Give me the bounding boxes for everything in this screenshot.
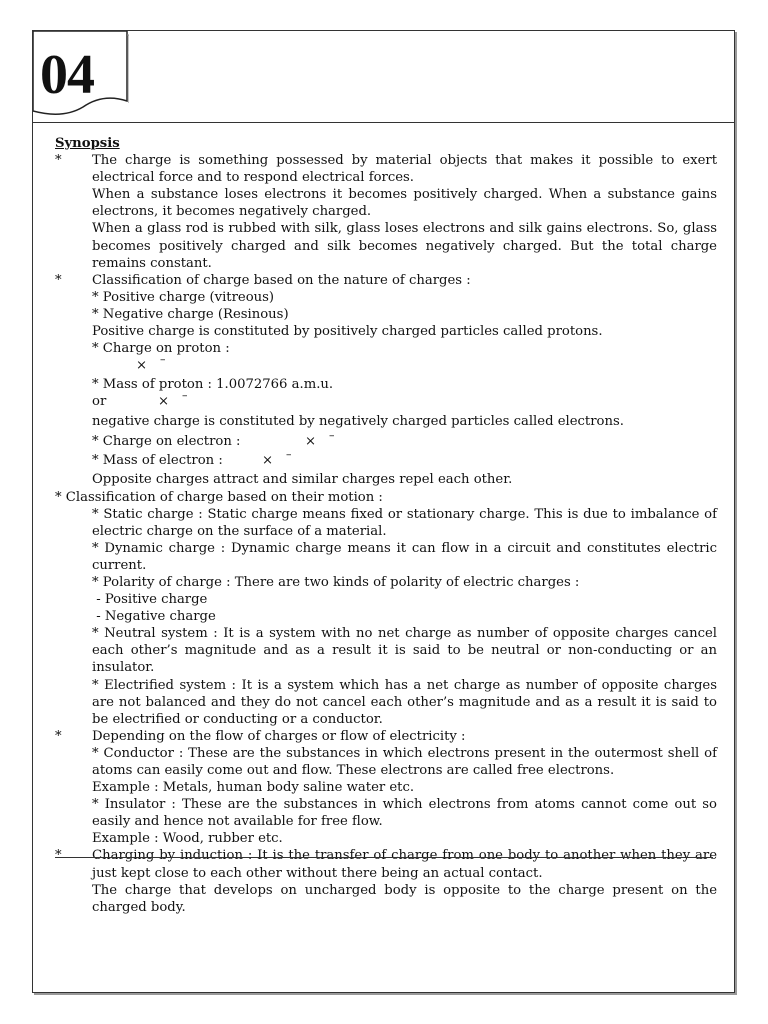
minus-sign: – xyxy=(182,389,188,403)
minus-sign: – xyxy=(286,448,292,462)
bullet-star: * xyxy=(55,728,62,744)
paragraph-text: The charge is something possessed by material objects that makes it possible to exert electrical force and to respond electrical forces. xyxy=(92,153,717,186)
bullet-star: * xyxy=(55,848,62,864)
footer-divider xyxy=(55,857,713,858)
paragraph xyxy=(55,728,717,745)
minus-sign: – xyxy=(160,353,166,367)
paragraph: * Neutral system : It is a system with no net charge as number of opposite charges cancel each other’s magnitude and as a result it is said to be neutral or non-conducting or an insulator. xyxy=(92,626,717,676)
paragraph-text: Classification of charge based on the nature of charges : xyxy=(92,272,471,288)
paragraph-text: Depending on the flow of charges or flow of electricity : xyxy=(92,728,466,744)
list-item: * Charge on proton : xyxy=(92,341,230,357)
formula-electron-charge xyxy=(55,429,717,452)
chapter-number: 04 xyxy=(40,44,94,106)
bullet-star: * xyxy=(55,272,62,288)
paragraph: Opposite charges attract and similar charges repel each other. xyxy=(92,472,513,488)
paragraph: * Polarity of charge : There are two kinds of polarity of electric charges : xyxy=(92,574,580,590)
times-sign: × xyxy=(158,394,170,410)
paragraph: * Classification of charge based on their motion : xyxy=(55,489,383,505)
synopsis-heading: Synopsis xyxy=(55,136,120,151)
list-item: * Charge on electron : xyxy=(92,434,241,450)
formula-proton-charge xyxy=(55,353,717,376)
list-item: * Mass of electron : xyxy=(92,453,223,469)
paragraph: When a glass rod is rubbed with silk, glass loses electrons and silk gains electrons. So, glass becomes positively charged and silk becomes negatively charged. But the total charge remains constant. xyxy=(92,221,717,271)
list-item: * Negative charge (Resinous) xyxy=(92,306,289,322)
or-text: or xyxy=(92,394,107,410)
paragraph xyxy=(55,272,717,289)
bullet-star: * xyxy=(55,153,62,169)
paragraph-text: Charging by induction : It is the transfer of charge from one body to another when they are just kept close to each other without there being an actual contact. xyxy=(92,848,717,881)
paragraph: Positive charge is constituted by positively charged particles called protons. xyxy=(92,324,603,340)
header-divider xyxy=(33,122,734,123)
paragraph xyxy=(55,152,717,186)
paragraph: When a substance loses electrons it becomes positively charged. When a substance gains electrons, it becomes negatively charged. xyxy=(92,187,717,220)
list-item: * Mass of proton : 1.0072766 a.m.u. xyxy=(92,377,334,393)
paragraph: * Static charge : Static charge means fixed or stationary charge. This is due to imbalance of electric charge on the surface of a material. xyxy=(92,506,717,539)
paragraph: * Conductor : These are the substances in which electrons present in the outermost shell of atoms can easily come out and flow. These electrons are called free electrons. xyxy=(92,745,717,778)
page-frame xyxy=(32,30,735,993)
chapter-tab xyxy=(33,31,129,119)
paragraph xyxy=(55,847,717,881)
times-sign: × xyxy=(136,358,148,374)
list-item: - Positive charge xyxy=(92,592,208,608)
paragraph: Example : Metals, human body saline water etc. xyxy=(92,780,415,796)
paragraph: * Insulator : These are the substances in which electrons from atoms cannot come out so easily and hence not available for free flow. xyxy=(92,797,717,830)
paragraph: * Dynamic charge : Dynamic charge means it can flow in a circuit and constitutes electric current. xyxy=(92,540,717,573)
formula-electron-mass xyxy=(55,448,717,471)
paragraph: Example : Wood, rubber etc. xyxy=(92,831,283,847)
times-sign: × xyxy=(305,434,317,450)
synopsis-content xyxy=(55,135,717,916)
paragraph: The charge that develops on uncharged body is opposite to the charge present on the charged body. xyxy=(92,882,717,915)
paragraph: * Electrified system : It is a system which has a net charge as number of opposite charges are not balanced and they do not cancel each other’s magnitude and as a result it is said to be electrified or conducting or a conductor. xyxy=(92,677,717,727)
times-sign: × xyxy=(262,453,274,469)
minus-sign: – xyxy=(329,429,335,443)
paragraph: negative charge is constituted by negatively charged particles called electrons. xyxy=(92,414,624,430)
list-item: * Positive charge (vitreous) xyxy=(92,289,275,305)
list-item: - Negative charge xyxy=(92,609,216,625)
formula-proton-mass xyxy=(55,389,717,413)
